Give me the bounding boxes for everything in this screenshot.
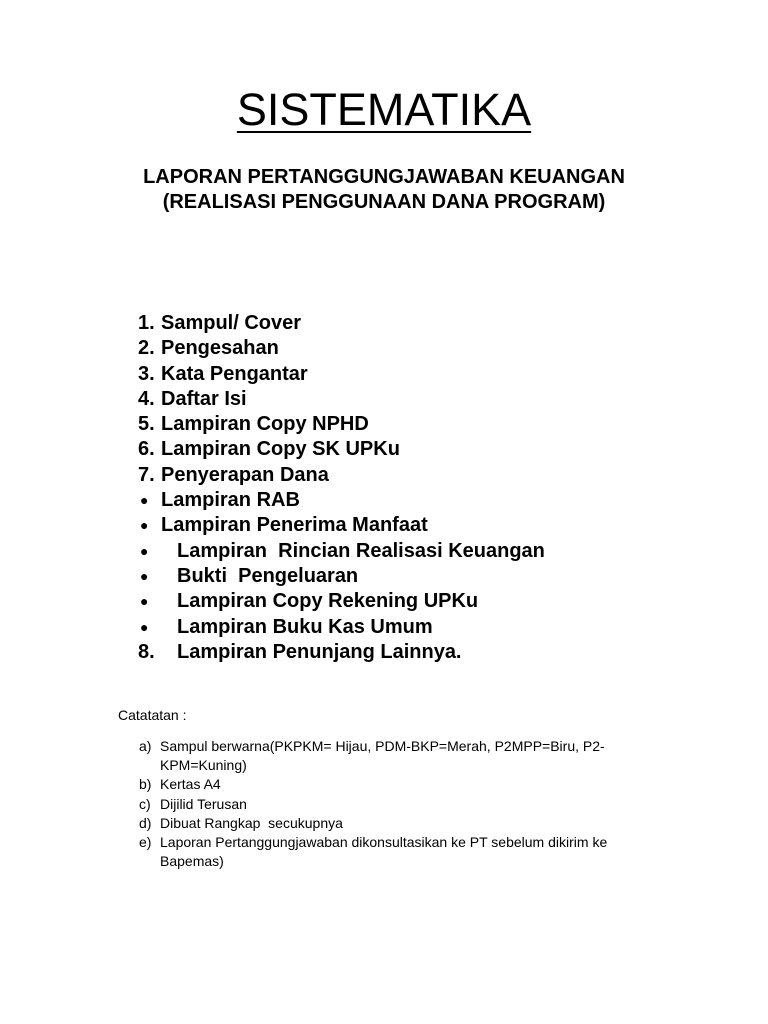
list-item-text: Lampiran Rincian Realisasi Keuangan (177, 539, 545, 562)
list-item-text: Lampiran Penerima Manfaat (161, 514, 428, 537)
subtitle-line-2: (REALISASI PENGGUNAAN DANA PROGRAM) (162, 191, 606, 213)
list-item (0, 387, 768, 412)
list-item-text: Daftar Isi (161, 387, 247, 410)
list-item-text: Sampul/ Cover (161, 312, 302, 334)
bullet-icon: ● (140, 517, 149, 534)
bullet-icon: ● (140, 618, 149, 635)
list-item (0, 336, 768, 361)
list-item-text: Lampiran Copy Rekening UPKu (177, 590, 479, 613)
notes-label: Catatatan : (118, 707, 187, 723)
note-marker: a) (139, 738, 152, 754)
list-item (0, 488, 768, 513)
bullet-icon: ● (140, 567, 149, 584)
list-item (0, 513, 768, 538)
list-item-number: 1. (138, 312, 155, 334)
list-item-text: Lampiran Copy SK UPKu (161, 438, 400, 461)
list-item (0, 564, 768, 589)
note-text: Laporan Pertanggungjawaban dikonsultasikan ke PT sebelum dikirim ke Bapemas) (160, 834, 608, 870)
bullet-icon: ● (140, 542, 149, 559)
list-item-text: Penyerapan Dana (161, 463, 329, 486)
bullet-icon: ● (140, 492, 149, 509)
list-item-number: 2. (138, 337, 155, 360)
note-text: Dibuat Rangkap secukupnya (160, 814, 343, 831)
list-item-number: 6. (138, 438, 155, 461)
note-item (0, 737, 768, 775)
list-item (0, 463, 768, 488)
list-item-number: 7. (138, 463, 155, 486)
list-item-text: Pengesahan (161, 337, 279, 360)
note-text: Dijilid Terusan (160, 795, 247, 812)
list-item-number: 8. (138, 640, 155, 663)
subtitle-line-1: LAPORAN PERTANGGUNGJAWABAN KEUANGAN (143, 166, 625, 188)
note-marker: e) (139, 834, 152, 851)
note-marker: d) (139, 814, 152, 831)
list-item (0, 615, 768, 640)
list-item (0, 539, 768, 564)
bullet-icon: ● (140, 593, 149, 610)
list-item-text: Lampiran RAB (161, 489, 300, 512)
note-item (0, 833, 768, 871)
notes-list (0, 737, 768, 871)
note-text: Kertas A4 (160, 776, 221, 793)
note-text: Sampul berwarna(PKPKM= Hijau, PDM-BKP=Merah, P2MPP=Biru, P2-KPM=Kuning) (160, 738, 605, 774)
document-title (0, 82, 768, 138)
note-marker: b) (139, 776, 152, 793)
list-item (0, 311, 768, 336)
note-item (0, 775, 768, 794)
list-item-number: 3. (138, 362, 155, 385)
list-item-text: Lampiran Copy NPHD (161, 413, 369, 436)
list-item-text: Lampiran Penunjang Lainnya. (177, 640, 462, 663)
list-item (0, 640, 768, 665)
document-title-text: SISTEMATIKA (236, 84, 532, 135)
list-item (0, 412, 768, 437)
note-marker: c) (139, 795, 151, 812)
list-item-text: Lampiran Buku Kas Umum (177, 615, 433, 638)
list-item (0, 437, 768, 462)
list-item (0, 362, 768, 387)
list-item-text: Bukti Pengeluaran (177, 564, 359, 587)
list-item-text: Kata Pengantar (161, 362, 308, 385)
list-item-number: 4. (138, 387, 155, 410)
list-item-number: 5. (138, 413, 155, 436)
note-item (0, 814, 768, 833)
note-item (0, 795, 768, 814)
list-item (0, 589, 768, 614)
contents-list (0, 311, 768, 665)
